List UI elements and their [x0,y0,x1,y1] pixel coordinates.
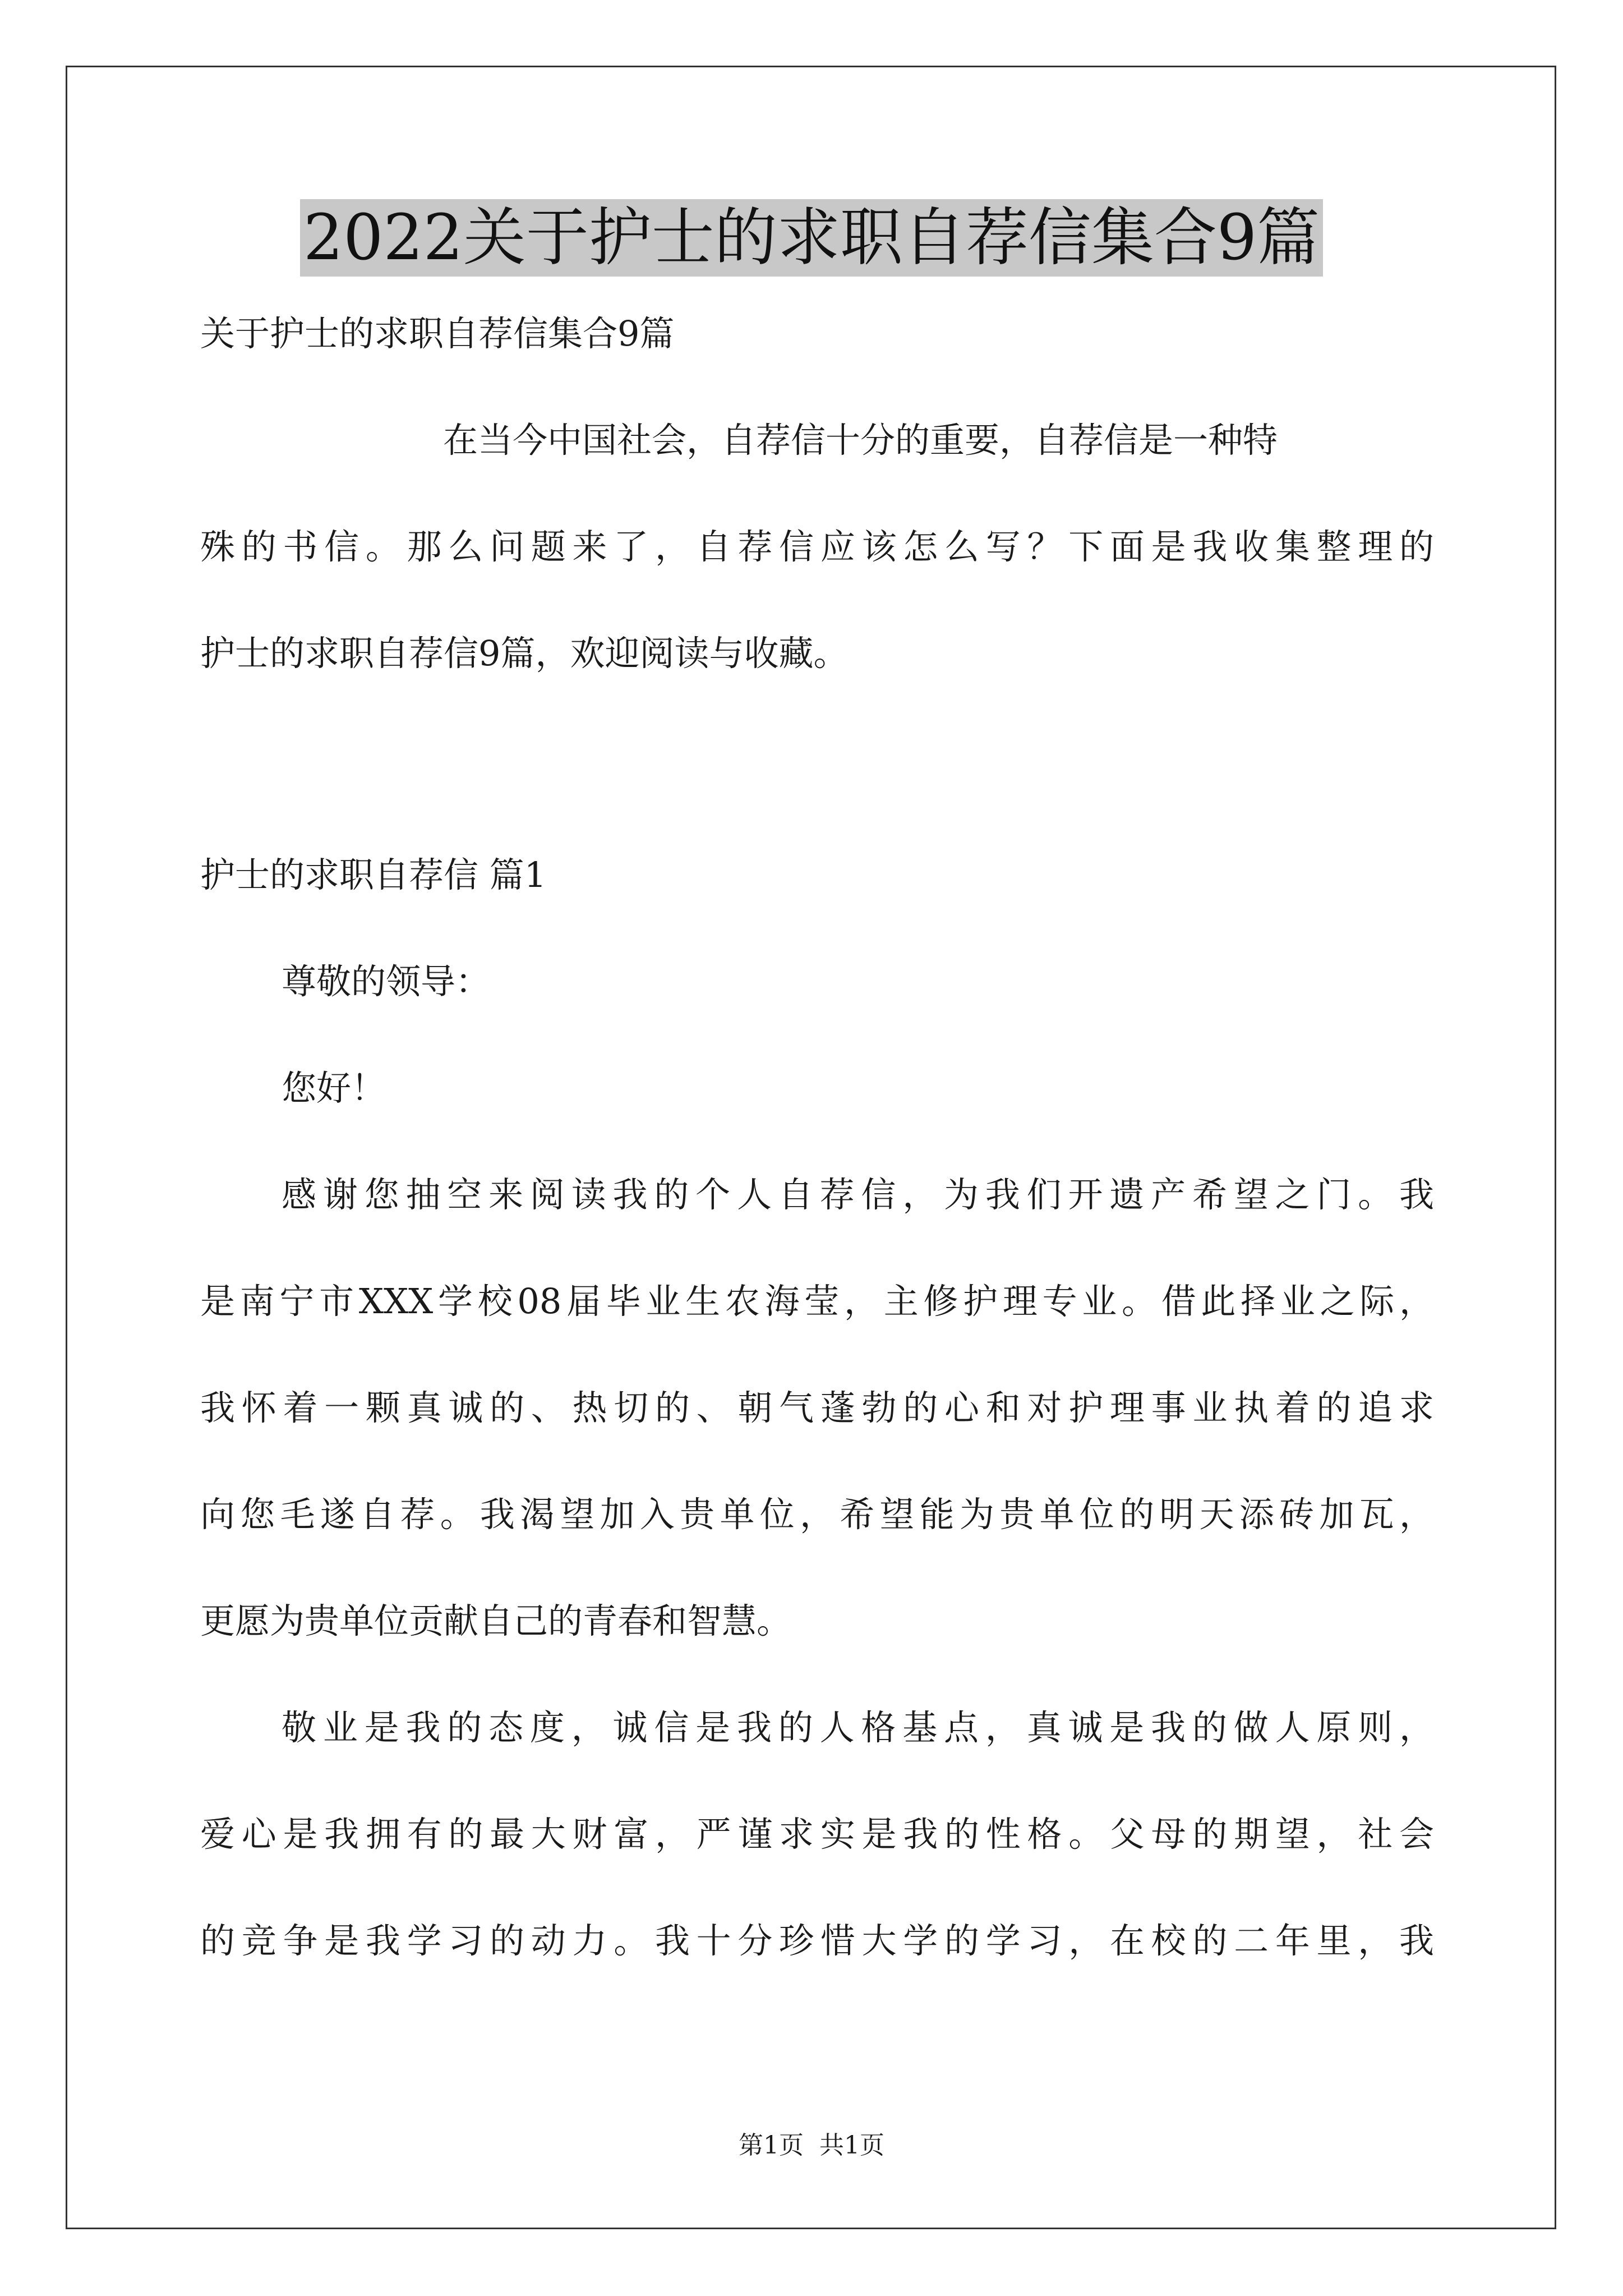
intro-line-3: 护士的求职自荐信9篇，欢迎阅读与收藏。 [200,633,849,674]
paragraph-1-line-1: 感谢您抽空来阅读我的个人自荐信，为我们开遗产希望之门。我 [282,1174,1434,1215]
page-footer [0,2129,1623,2162]
document-title: 2022关于护士的求职自荐信集合9篇 [300,199,1323,277]
paragraph-1-line-4: 向您毛遂自荐。我渴望加入贵单位，希望能为贵单位的明天添砖加瓦， [200,1494,1434,1535]
page-border [66,66,1556,2229]
page-total: 共1页 [819,2131,884,2160]
page-number: 第1页 [739,2131,804,2160]
paragraph-1-line-5: 更愿为贵单位贡献自己的青春和智慧。 [200,1600,792,1641]
document-title-wrap [0,199,1623,278]
paragraph-2-line-1: 敬业是我的态度，诚信是我的人格基点，真诚是我的做人原则， [282,1707,1434,1748]
paragraph-1-line-2: 是南宁市XXX学校08届毕业生农海莹，主修护理专业。借此择业之际， [200,1281,1434,1322]
salutation-line: 尊敬的领导： [282,961,491,1002]
paragraph-2-line-2: 爱心是我拥有的最大财富，严谨求实是我的性格。父母的期望，社会 [200,1814,1434,1855]
intro-line-1: 在当今中国社会，自荐信十分的重要，自荐信是一种特 [443,420,1278,461]
intro-line-2: 殊的书信。那么问题来了，自荐信应该怎么写？下面是我收集整理的 [200,526,1434,567]
paragraph-2-line-3: 的竞争是我学习的动力。我十分珍惜大学的学习，在校的二年里，我 [200,1920,1434,1961]
paragraph-1-line-3: 我怀着一颗真诚的、热切的、朝气蓬勃的心和对护理事业执着的追求 [200,1387,1434,1428]
section-heading: 护士的求职自荐信 篇1 [200,854,547,895]
subtitle-line: 关于护士的求职自荐信集合9篇 [200,313,675,354]
greeting-line: 您好！ [282,1068,386,1108]
